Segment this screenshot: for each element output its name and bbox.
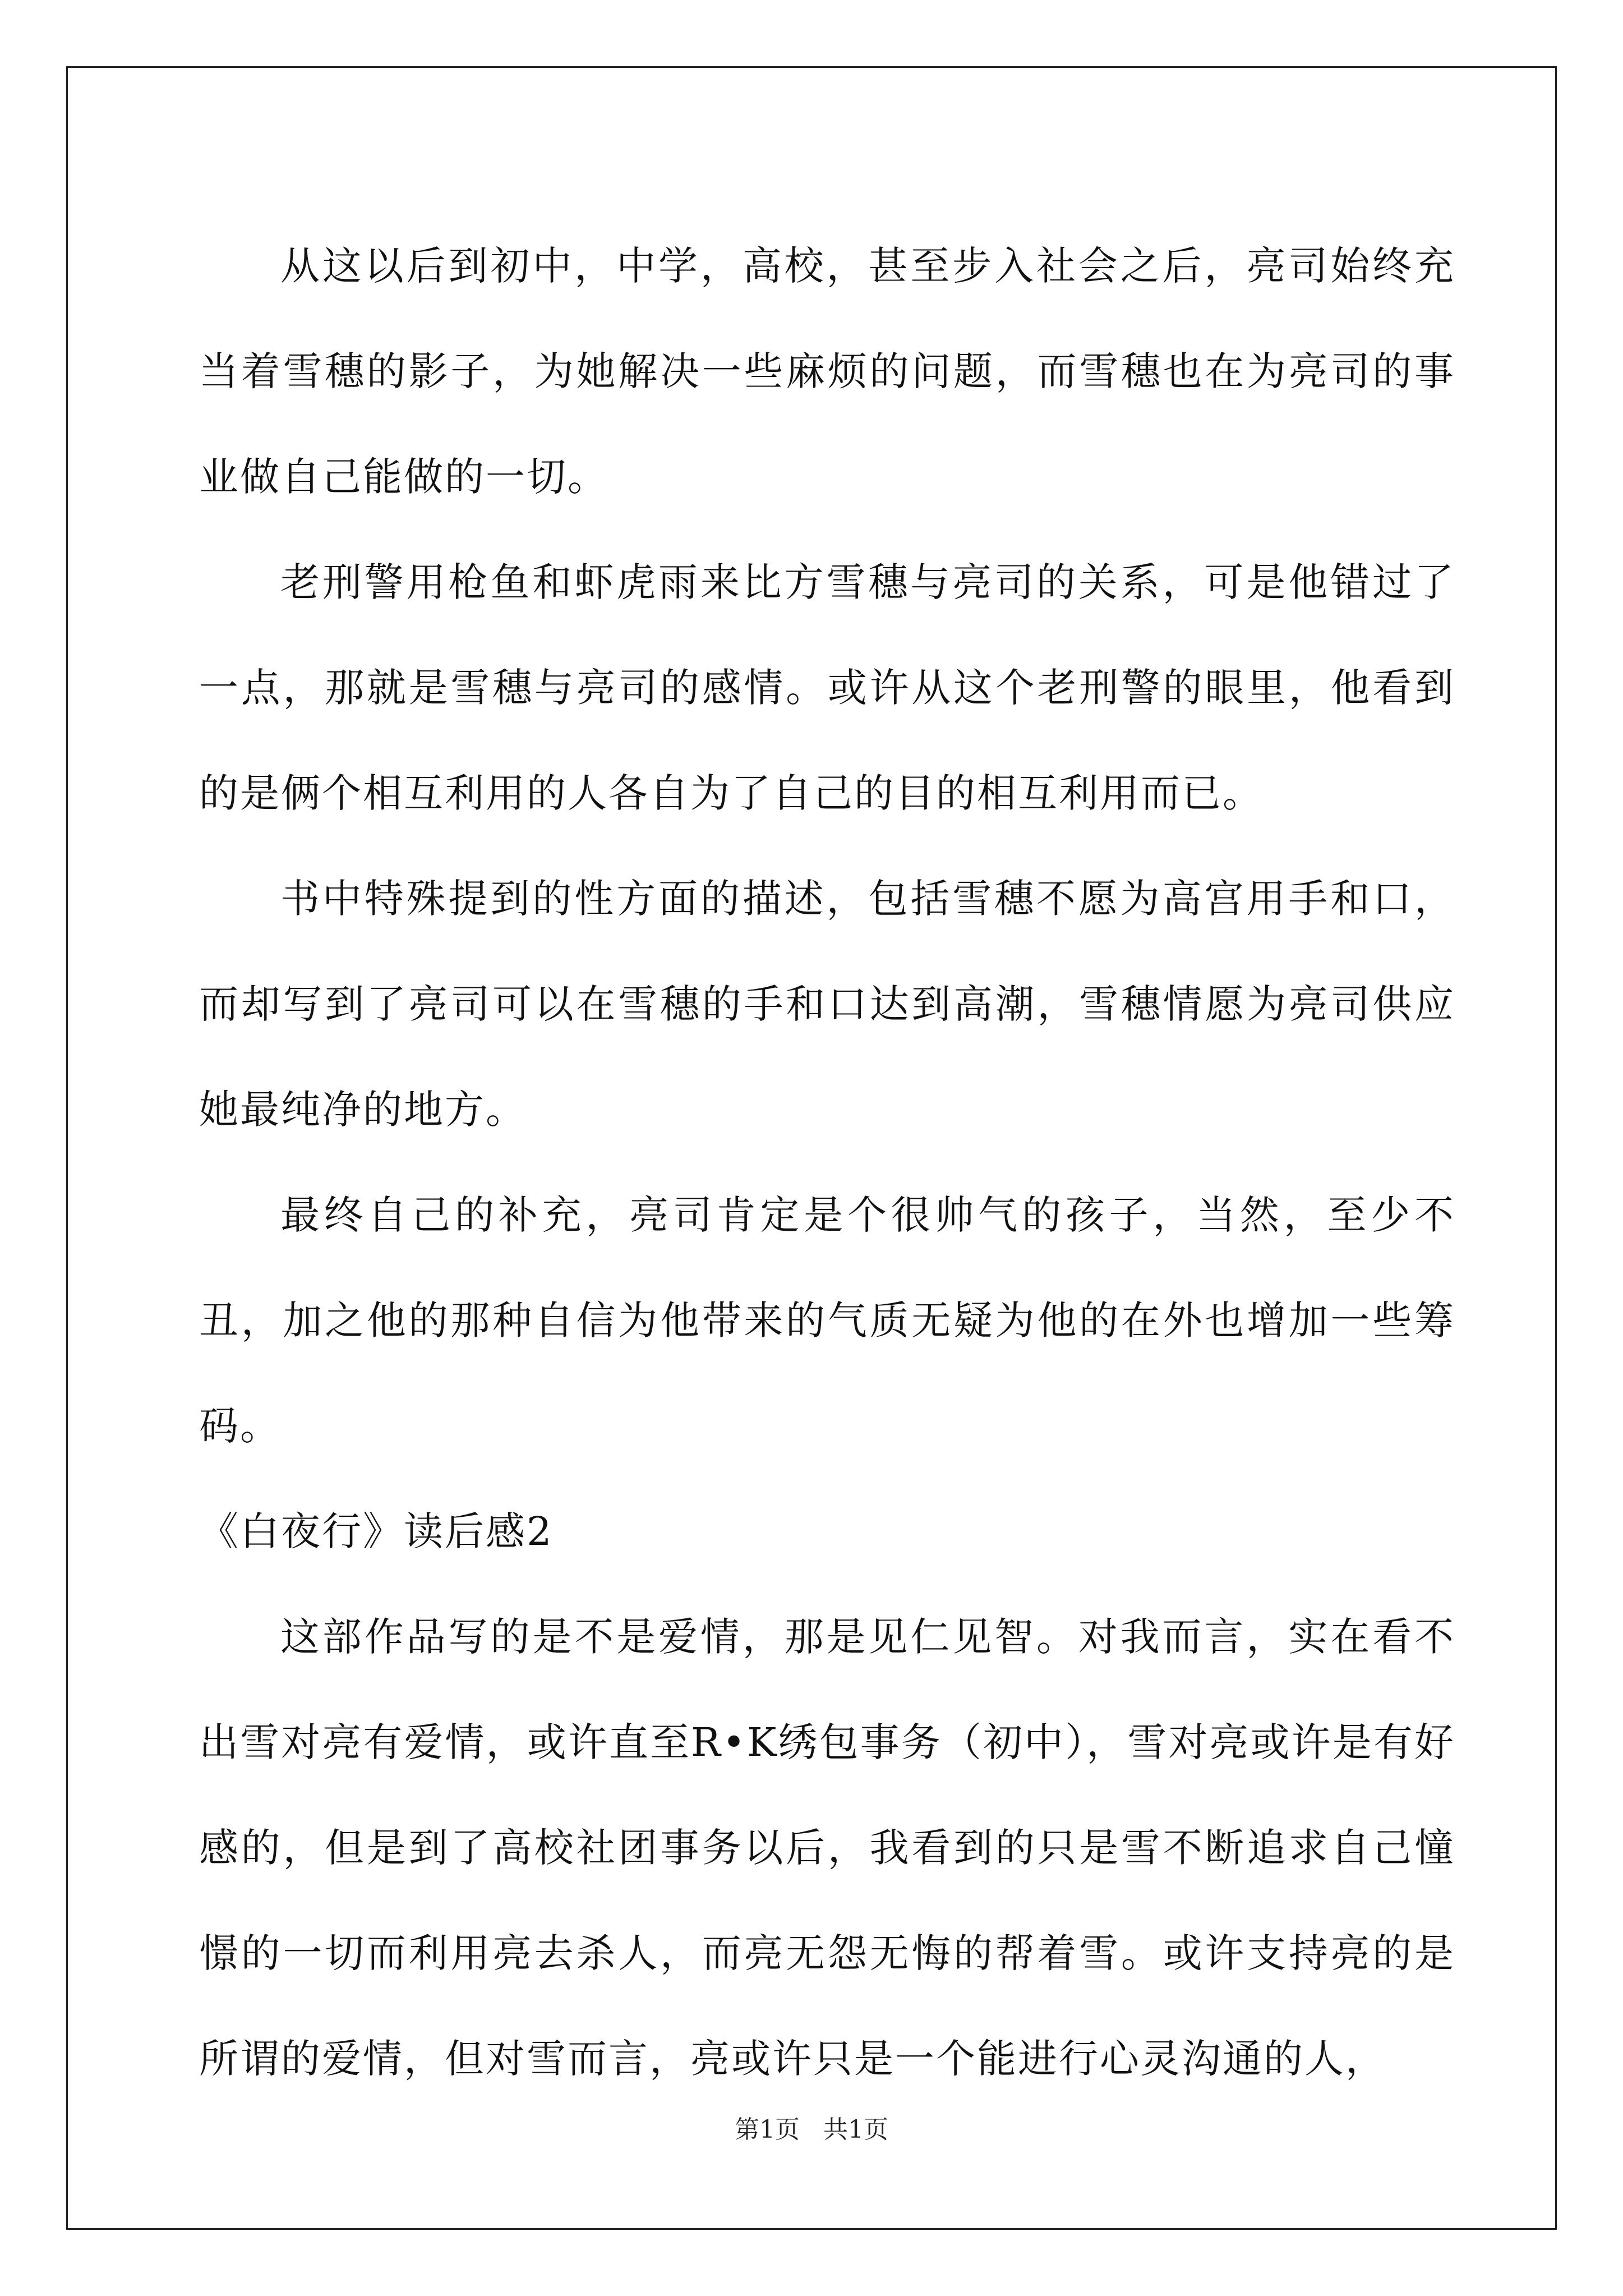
page-footer [0, 2109, 1623, 2145]
section-heading: 《白夜行》读后感2 [199, 1508, 554, 1554]
paragraph: 老刑警用枪鱼和虾虎雨来比方雪穗与亮司的关系，可是他错过了一点，那就是雪穗与亮司的感情。或许从这个老刑警的眼里，他看到的是俩个相互利用的人各自为了自己的目的相互利用而已。 [199, 559, 1455, 816]
paragraph: 书中特殊提到的性方面的描述，包括雪穗不愿为高宫用手和口，而却写到了亮司可以在雪穗的手和口达到高潮，雪穗情愿为亮司供应她最纯净的地方。 [199, 876, 1455, 1133]
paragraph: 这部作品写的是不是爱情，那是见仁见智。对我而言，实在看不出雪对亮有爱情，或许直至R•K绣包事务（初中），雪对亮或许是有好感的，但是到了高校社团事务以后，我看到的只是雪不断追求自己憧憬的一切而利用亮去杀人，而亮无怨无悔的帮着雪。或许支持亮的是所谓的爱情，但对雪而言，亮或许只是一个能进行心灵沟通的人， [199, 1614, 1455, 2082]
document-body [199, 213, 1455, 2111]
paragraph: 从这以后到初中，中学，高校，甚至步入社会之后，亮司始终充当着雪穗的影子，为她解决一些麻烦的问题，而雪穗也在为亮司的事业做自己能做的一切。 [199, 243, 1455, 500]
paragraph: 最终自己的补充，亮司肯定是个很帅气的孩子，当然，至少不丑，加之他的那种自信为他带来的气质无疑为他的在外也增加一些筹码。 [199, 1192, 1455, 1449]
page-number: 第1页 共1页 [735, 2115, 888, 2144]
